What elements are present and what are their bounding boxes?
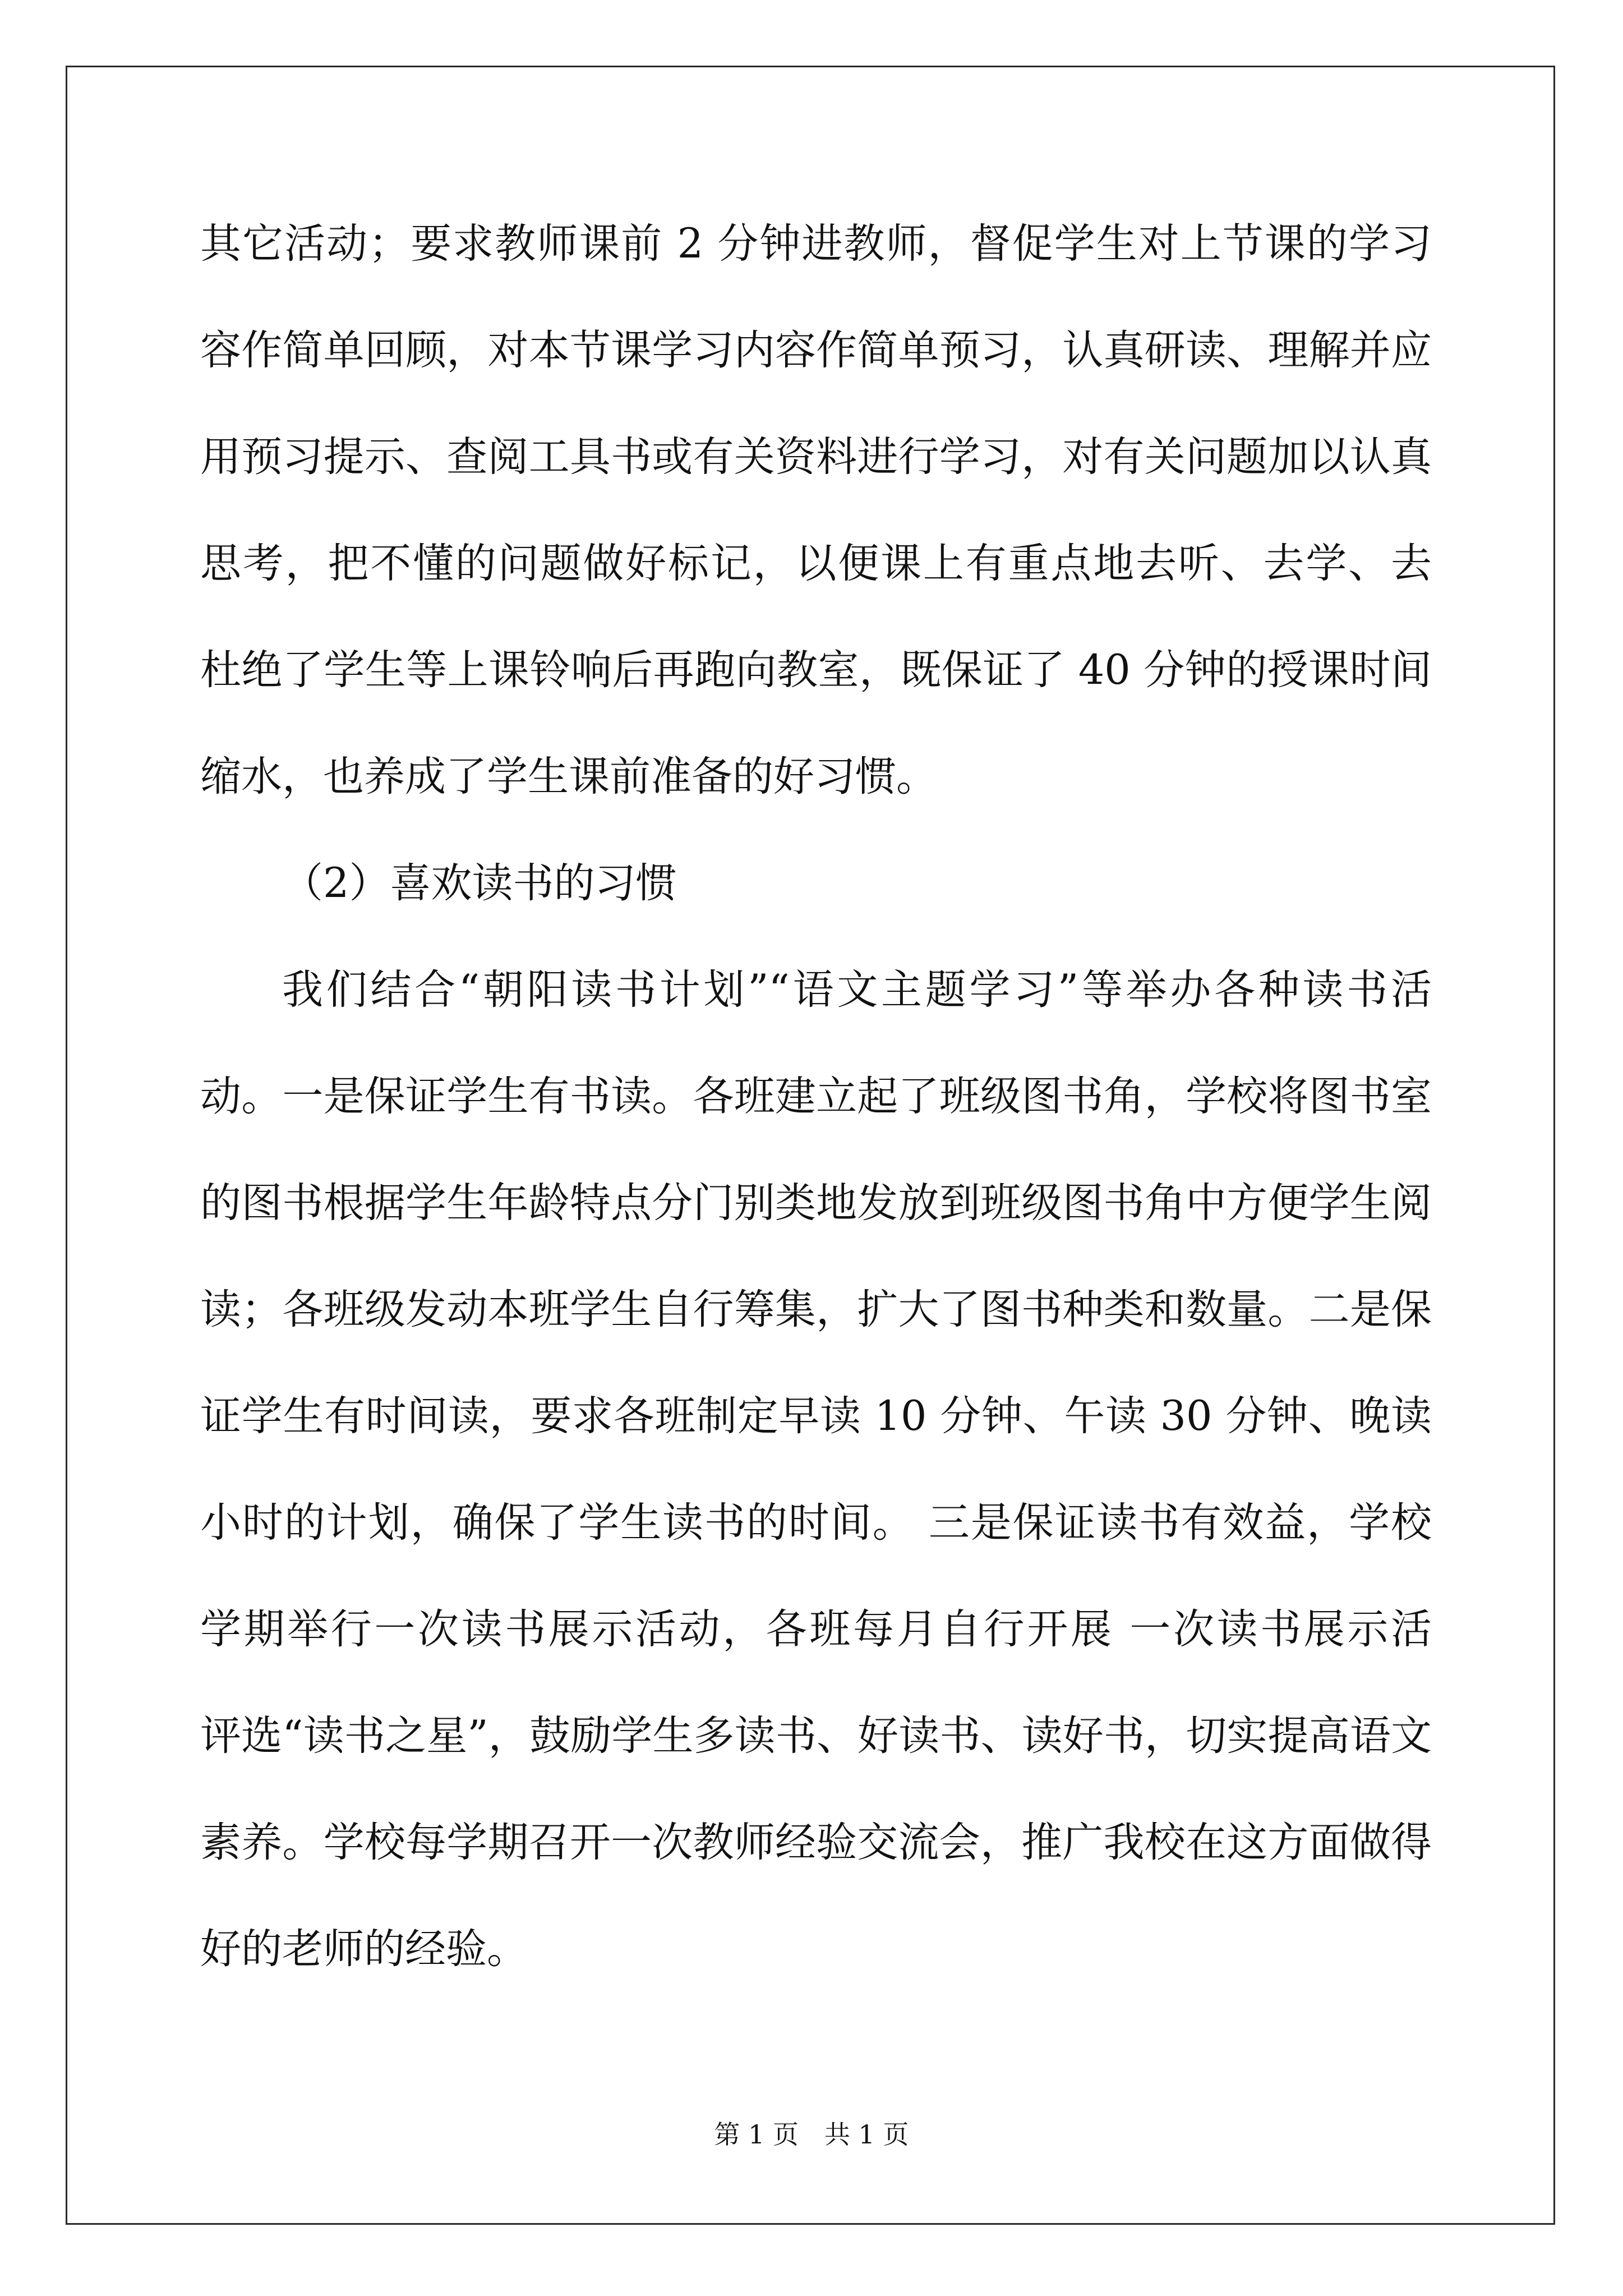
document-body [200,191,1432,2003]
text-line: 我们结合“朝阳读书计划”“语文主题学习”等举办各种读书活 [282,966,1432,1014]
text-line: 评选“读书之星”，鼓励学生多读书、好读书、读好书，切实提高语文 [200,1712,1432,1760]
page-footer: 第 1 页 共 1 页 [714,2119,909,2150]
text-line: 读；各班级发动本班学生自行筹集，扩大了图书种类和数量。二是保 [200,1286,1432,1333]
text-line: 学期举行一次读书展示活动，各班每月自行开展 一次读书展示活 [200,1605,1432,1653]
text-line: 用预习提示、查阅工具书或有关资料进行学习，对有关问题加以认真 [200,433,1432,481]
text-line: 杜绝了学生等上课铃响后再跑向教室，既保证了 40 分钟的授课时间 [200,646,1432,694]
text-line: 好的老师的经验。 [200,1925,528,1973]
text-line: 素养。学校每学期召开一次教师经验交流会，推广我校在这方面做得 [200,1819,1432,1866]
text-line: 的图书根据学生年龄特点分门别类地发放到班级图书角中方便学生阅 [200,1179,1432,1227]
text-line: 动。一是保证学生有书读。各班建立起了班级图书角，学校将图书室 [200,1073,1432,1120]
text-line: 容作简单回顾，对本节课学习内容作简单预习，认真研读、理解并应 [200,326,1432,374]
text-line: 小时的计划，确保了学生读书的时间。 三是保证读书有效益，学校 [200,1499,1432,1547]
section-heading: （2）喜欢读书的习惯 [282,859,677,907]
text-line: 其它活动；要求教师课前 2 分钟进教师，督促学生对上节课的学习 [200,220,1432,268]
text-line: 证学生有时间读，要求各班制定早读 10 分钟、午读 30 分钟、晚读 [200,1392,1432,1440]
text-line: 思考，把不懂的问题做好标记，以便课上有重点地去听、去学、去 [200,540,1432,587]
text-line: 缩水，也养成了学生课前准备的好习惯。 [200,753,937,800]
